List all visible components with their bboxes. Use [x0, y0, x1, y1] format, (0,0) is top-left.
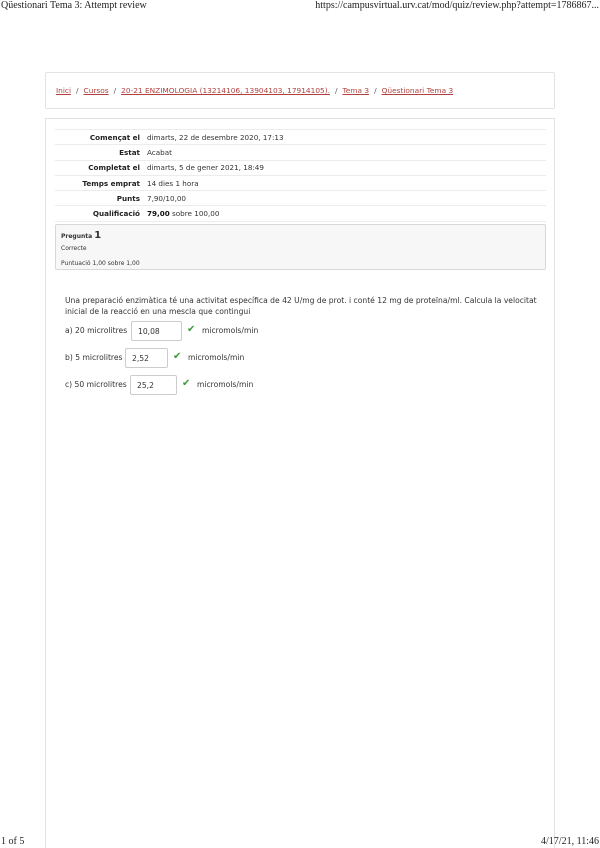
breadcrumb-courses-link[interactable]: Cursos: [83, 86, 109, 95]
summary-value: [147, 206, 546, 221]
attempt-review-region: [45, 118, 555, 848]
correct-check-icon: ✔: [182, 378, 191, 389]
summary-key: Començat el: [55, 130, 147, 145]
print-footer-datetime: 4/17/21, 11:46: [541, 836, 599, 847]
attempt-summary-table: [55, 129, 546, 222]
answer-input[interactable]: 2,52: [125, 348, 168, 368]
summary-row-completed: [55, 160, 546, 175]
answer-label: c) 50 microlitres: [65, 380, 127, 389]
summary-value: dimarts, 5 de gener 2021, 18:49: [147, 160, 546, 175]
summary-row-started: [55, 130, 546, 145]
answer-label: b) 5 microlitres: [65, 353, 123, 362]
print-header-title: Qüestionari Tema 3: Attempt review: [1, 0, 147, 11]
breadcrumb-quiz-link[interactable]: Qüestionari Tema 3: [381, 86, 454, 95]
answer-unit: micromols/min: [197, 380, 254, 389]
breadcrumb-separator: /: [76, 86, 79, 95]
summary-value: Acabat: [147, 145, 546, 160]
grade-max: sobre 100,00: [169, 209, 220, 219]
breadcrumb: [45, 72, 555, 109]
print-footer: [0, 836, 600, 848]
summary-key: Completat el: [55, 160, 147, 175]
answer-label: a) 20 microlitres: [65, 326, 128, 335]
summary-key: Temps emprat: [55, 175, 147, 190]
print-footer-page: 1 of 5: [1, 836, 25, 847]
summary-row-state: [55, 145, 546, 160]
breadcrumb-course-link[interactable]: 20-21 ENZIMOLOGIA (13214106, 13904103, 17914105).: [121, 86, 330, 95]
grade-value: 79,00: [147, 209, 170, 219]
summary-value: 14 dies 1 hora: [147, 175, 546, 190]
breadcrumb-separator: /: [374, 86, 377, 95]
question-number: [61, 230, 101, 241]
question-grade: Puntuació 1,00 sobre 1,00: [61, 260, 140, 267]
correct-check-icon: ✔: [187, 324, 196, 335]
correct-check-icon: ✔: [173, 351, 182, 362]
summary-key: Qualificació: [55, 206, 147, 221]
question-info-box: [55, 224, 546, 270]
summary-key: Estat: [55, 145, 147, 160]
question-state: Correcte: [61, 245, 87, 252]
answer-input[interactable]: 10,08: [131, 321, 182, 341]
summary-row-marks: [55, 191, 546, 206]
summary-row-grade: [55, 206, 546, 221]
breadcrumb-separator: /: [113, 86, 117, 95]
question-number-label: Pregunta: [61, 233, 93, 240]
print-header: [0, 0, 600, 14]
answer-unit: micromols/min: [202, 326, 259, 335]
question-text: Una preparació enzimàtica té una activitat específica de 42 U/mg de prot. i conté 12 mg de proteïna/ml. Calcula la velocitat inicial de la reacció en una mescla que contingui: [65, 296, 537, 316]
summary-row-time-taken: [55, 175, 546, 190]
breadcrumb-separator: /: [334, 86, 338, 95]
answer-input[interactable]: 25,2: [130, 375, 177, 395]
print-header-url: https://campusvirtual.urv.cat/mod/quiz/review.php?attempt=1786867...: [315, 0, 599, 11]
summary-value: dimarts, 22 de desembre 2020, 17:13: [147, 130, 546, 145]
summary-value: 7,90/10,00: [147, 191, 546, 206]
answer-unit: micromols/min: [188, 353, 245, 362]
question-number-value: 1: [94, 230, 102, 241]
summary-key: Punts: [55, 191, 147, 206]
breadcrumb-topic-link[interactable]: Tema 3: [342, 86, 370, 95]
breadcrumb-home-link[interactable]: Inici: [56, 86, 72, 95]
